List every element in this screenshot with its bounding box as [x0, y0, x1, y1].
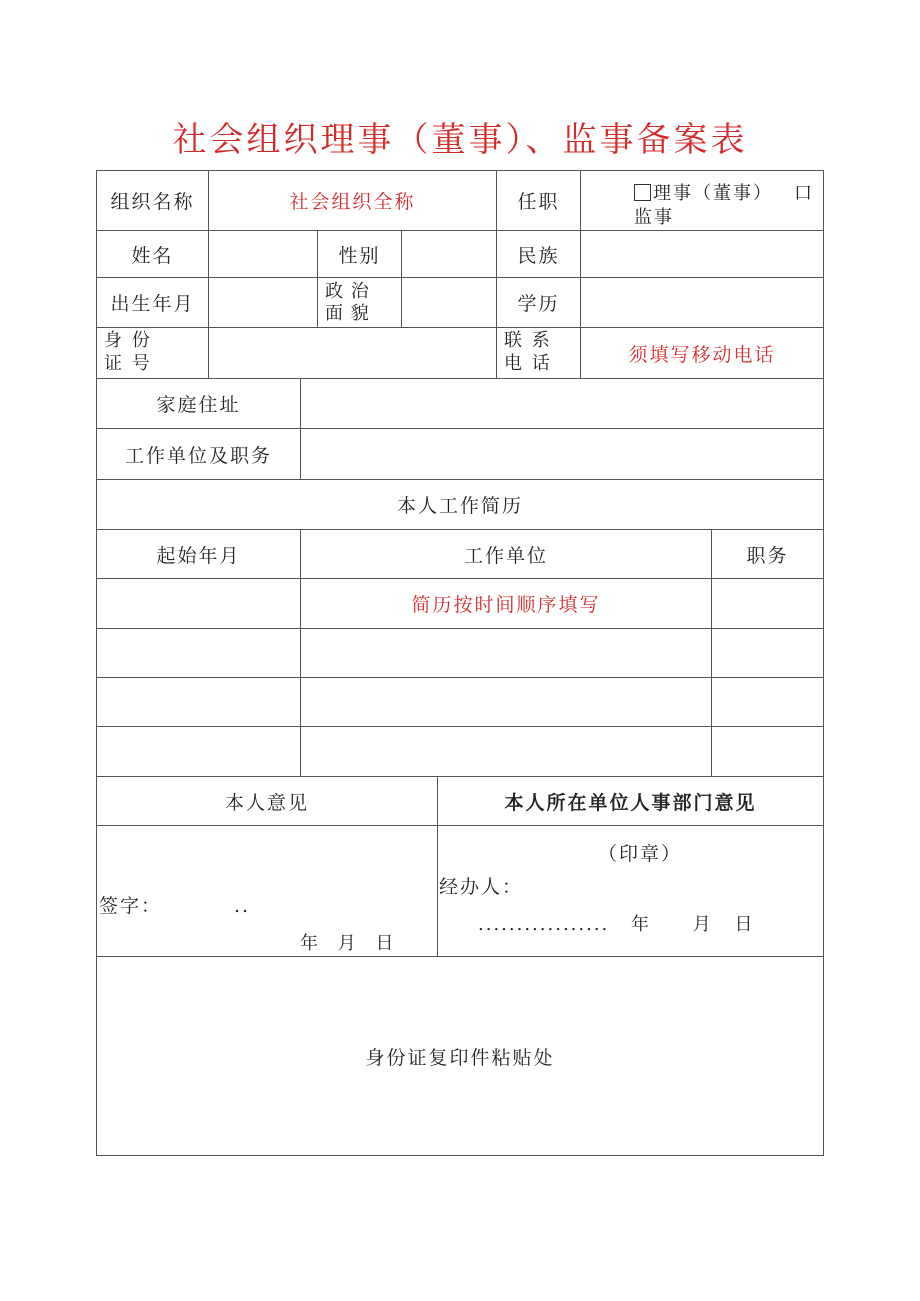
work-label: 工作单位及职务 — [124, 444, 272, 467]
sign-label: 签字： — [99, 894, 163, 917]
birth-field[interactable] — [209, 278, 317, 327]
address-label: 家庭住址 — [156, 394, 241, 416]
politics-label-line2: 面 貌 — [325, 303, 370, 324]
table-border-bottom — [96, 1155, 824, 1156]
gender-label: 性别 — [338, 244, 381, 267]
phone-field[interactable]: 须填写移动电话 — [628, 343, 776, 366]
handler-label: 经办人： — [439, 875, 524, 898]
dept-date-day: 日 — [734, 914, 755, 935]
name-label: 姓名 — [131, 244, 174, 267]
name-field[interactable] — [209, 231, 317, 277]
address-field[interactable] — [301, 379, 823, 428]
position-options[interactable] — [634, 182, 820, 230]
dept-date-month: 月 — [692, 914, 713, 935]
row-divider — [96, 628, 824, 629]
seal-label: （印章） — [598, 842, 683, 865]
politics-label — [325, 281, 370, 325]
sign-dots: .. — [234, 895, 251, 917]
resume-header-start: 起始年月 — [156, 544, 241, 567]
self-date-year: 年 — [300, 933, 318, 954]
resume-header-unit: 工作单位 — [463, 544, 548, 567]
gender-field[interactable] — [402, 231, 496, 277]
resume-row-1-duty[interactable] — [712, 579, 823, 628]
politics-field[interactable] — [402, 278, 496, 327]
politics-label-line1: 政 治 — [325, 281, 370, 302]
phone-label-line1: 联 系 — [504, 330, 552, 351]
education-field[interactable] — [581, 278, 823, 327]
ethnicity-field[interactable] — [581, 231, 823, 277]
id-label-line2: 证 号 — [104, 353, 152, 374]
resume-row-1-start[interactable] — [97, 579, 300, 628]
dept-date — [478, 910, 754, 936]
id-label-line1: 身 份 — [104, 330, 152, 351]
resume-section-title: 本人工作简历 — [396, 495, 523, 517]
resume-header-duty: 职务 — [746, 544, 789, 567]
row-divider — [96, 825, 824, 826]
supervisor-checkbox-icon[interactable]: 口 — [794, 183, 814, 204]
birth-label: 出生年月 — [110, 293, 195, 315]
id-field[interactable] — [209, 328, 496, 378]
option-director: 理事（董事） — [653, 183, 773, 204]
self-date — [300, 929, 393, 955]
form-title: 社会组织理事（董事）、监事备案表 — [172, 120, 748, 160]
resume-row-1-unit[interactable]: 简历按时间顺序填写 — [411, 594, 601, 616]
self-opinion-title: 本人意见 — [224, 791, 309, 814]
work-field[interactable] — [301, 429, 823, 479]
phone-label-line2: 电 话 — [504, 353, 552, 374]
row-divider — [96, 677, 824, 678]
row-divider — [96, 726, 824, 727]
id-copy-area[interactable]: 身份证复印件粘贴处 — [365, 1046, 555, 1069]
education-label: 学历 — [517, 293, 560, 315]
self-date-month: 月 — [337, 933, 356, 954]
position-label: 任职 — [517, 191, 560, 213]
ethnicity-label: 民族 — [517, 244, 560, 267]
id-label — [104, 329, 152, 375]
org-name-label: 组织名称 — [110, 191, 195, 213]
table-border-right — [823, 170, 824, 1156]
org-name-value[interactable]: 社会组织全称 — [289, 191, 416, 213]
director-checkbox-icon[interactable] — [634, 184, 651, 201]
self-date-day: 日 — [375, 933, 394, 954]
dept-opinion-title: 本人所在单位人事部门意见 — [504, 791, 757, 814]
option-supervisor: 监事 — [634, 207, 674, 228]
dept-date-dots: ................. — [478, 914, 610, 935]
dept-date-year: 年 — [631, 914, 652, 935]
phone-label — [504, 329, 552, 375]
